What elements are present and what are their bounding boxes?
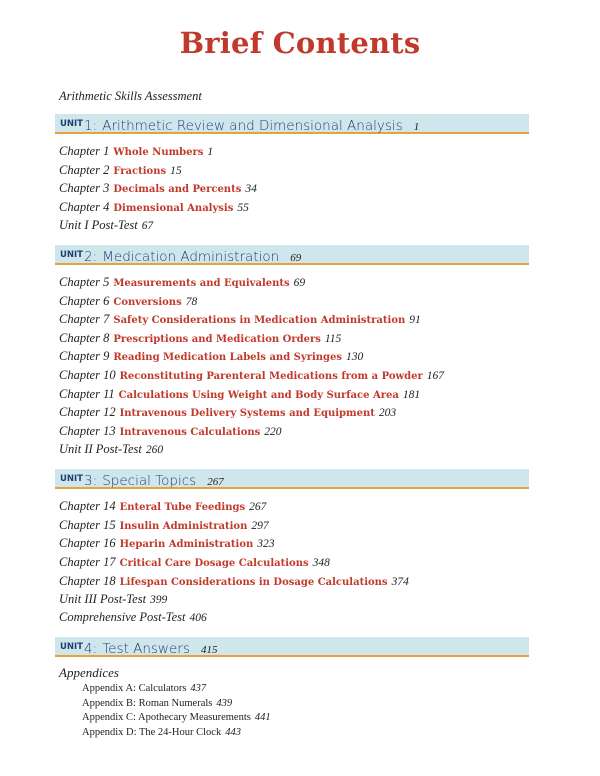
chapter-number: Chapter 4 [59,200,110,214]
chapter-title[interactable]: Lifespan Considerations in Dosage Calculations [119,577,388,588]
post-test-title: Comprehensive Post-Test [59,610,186,624]
appendix-title: Appendix B: Roman Numerals [82,698,213,709]
toc-entry[interactable] [59,424,282,439]
chapter-title[interactable]: Whole Numbers [113,147,204,158]
chapter-number: Chapter 9 [59,349,110,363]
chapter-page: 297 [251,520,269,532]
chapter-number: Chapter 6 [59,294,110,308]
appendix-title: Appendix D: The 24-Hour Clock [82,727,222,738]
toc-entry[interactable] [59,144,213,159]
unit-label: UNIT [60,642,83,652]
chapter-page: 167 [426,370,444,382]
toc-entry[interactable] [59,574,409,589]
toc-entry[interactable] [59,331,341,346]
unit-number: 1: [84,118,98,134]
unit-title: Special Topics [102,473,197,489]
chapter-page: 91 [409,314,421,326]
post-test-page: 67 [141,220,154,232]
chapter-page: 203 [378,407,397,419]
appendix-page: 437 [190,683,207,694]
appendix-page: 443 [225,727,241,738]
post-test-page: 260 [145,444,164,456]
chapter-number: Chapter 18 [59,574,116,588]
post-test-entry[interactable] [59,218,153,233]
post-test-page: 399 [150,594,168,606]
intro-entry[interactable]: Arithmetic Skills Assessment [59,89,202,103]
unit-title: Test Answers [102,641,190,657]
unit-page: 69 [290,252,302,264]
toc-entry[interactable] [59,387,420,402]
chapter-page: 374 [391,576,409,588]
toc-entry[interactable] [59,275,305,290]
post-test-entry[interactable] [59,610,207,625]
chapter-title[interactable]: Conversions [113,297,182,308]
toc-entry[interactable] [59,200,249,215]
appendices-heading: Appendices [59,665,119,680]
appendix-page: 439 [216,698,233,709]
chapter-title[interactable]: Safety Considerations in Medication Administration [113,315,406,326]
unit-title: Arithmetic Review and Dimensional Analysis [102,118,403,134]
unit-title: Medication Administration [102,249,280,265]
unit-page: 267 [207,476,224,488]
post-test-page: 406 [189,612,207,624]
unit-number: 3: [84,473,98,489]
post-test-title: Unit III Post-Test [59,592,147,606]
chapter-number: Chapter 10 [59,368,116,382]
unit-label: UNIT [60,119,83,129]
post-test-entry[interactable] [59,442,163,457]
toc-entry[interactable] [59,368,444,383]
unit-2-header[interactable] [55,245,529,265]
unit-4-header[interactable] [55,637,529,657]
chapter-title[interactable]: Heparin Administration [119,539,254,550]
page-title: Brief Contents [179,26,421,60]
toc-entry[interactable] [59,312,421,327]
chapter-title[interactable]: Decimals and Percents [113,184,242,195]
chapter-page: 115 [324,333,342,345]
toc-entry[interactable] [59,349,363,364]
appendix-entry[interactable] [82,727,241,738]
unit-number: 2: [84,249,98,265]
post-test-title: Unit I Post-Test [59,218,138,232]
chapter-page: 1 [207,146,214,158]
chapter-page: 130 [346,351,364,363]
unit-page: 415 [200,644,218,656]
unit-label: UNIT [60,474,83,484]
chapter-page: 78 [185,296,198,308]
chapter-title[interactable]: Intravenous Calculations [119,427,261,438]
chapter-page: 348 [312,557,330,569]
appendix-title: Appendix C: Apothecary Measurements [82,712,251,723]
chapter-number: Chapter 11 [59,387,115,401]
chapter-number: Chapter 16 [59,536,116,550]
chapter-title[interactable]: Measurements and Equivalents [113,278,290,289]
unit-1-header[interactable] [55,114,529,134]
appendix-entry[interactable] [82,698,232,709]
chapter-title[interactable]: Dimensional Analysis [113,203,234,214]
chapter-number: Chapter 1 [59,144,110,158]
chapter-number: Chapter 12 [59,405,116,419]
chapter-title[interactable]: Fractions [113,166,167,177]
appendix-entry[interactable] [82,712,271,723]
chapter-page: 55 [237,202,249,214]
toc-entry[interactable] [59,163,182,178]
chapter-title[interactable]: Reconstituting Parenteral Medications from a Powder [119,371,423,382]
chapter-title[interactable]: Enteral Tube Feedings [119,502,246,513]
chapter-page: 323 [257,538,275,550]
chapter-page: 15 [170,165,182,177]
unit-label: UNIT [60,250,83,260]
chapter-page: 34 [245,183,257,195]
chapter-title[interactable]: Intravenous Delivery Systems and Equipment [119,408,375,419]
unit-page: 1 [413,121,420,133]
chapter-number: Chapter 8 [59,331,110,345]
chapter-number: Chapter 17 [59,555,116,569]
toc-entry[interactable] [59,518,269,533]
post-test-entry[interactable] [59,592,167,607]
chapter-page: 267 [249,501,267,513]
chapter-number: Chapter 5 [59,275,110,289]
chapter-title[interactable]: Critical Care Dosage Calculations [119,558,309,569]
chapter-title[interactable]: Reading Medication Labels and Syringes [113,352,343,363]
chapter-number: Chapter 14 [59,499,116,513]
chapter-title[interactable]: Insulin Administration [119,521,248,532]
chapter-title[interactable]: Prescriptions and Medication Orders [113,334,321,345]
chapter-number: Chapter 13 [59,424,116,438]
chapter-page: 181 [402,389,421,401]
chapter-page: 220 [264,426,282,438]
toc-entry[interactable] [59,405,396,420]
unit-3-header[interactable] [55,469,529,489]
chapter-page: 69 [293,277,306,289]
post-test-title: Unit II Post-Test [59,442,142,456]
toc-entry[interactable] [59,555,330,570]
chapter-title[interactable]: Calculations Using Weight and Body Surface Area [118,390,399,401]
chapter-number: Chapter 15 [59,518,116,532]
toc-entry[interactable] [59,181,257,196]
chapter-number: Chapter 3 [59,181,110,195]
appendix-page: 441 [254,712,271,723]
toc-entry[interactable] [59,294,197,309]
chapter-number: Chapter 7 [59,312,110,326]
unit-number: 4: [84,641,98,657]
appendix-entry[interactable] [82,683,206,694]
chapter-number: Chapter 2 [59,163,110,177]
toc-entry[interactable] [59,499,266,514]
toc-entry[interactable] [59,536,275,551]
appendix-title: Appendix A: Calculators [82,683,187,694]
